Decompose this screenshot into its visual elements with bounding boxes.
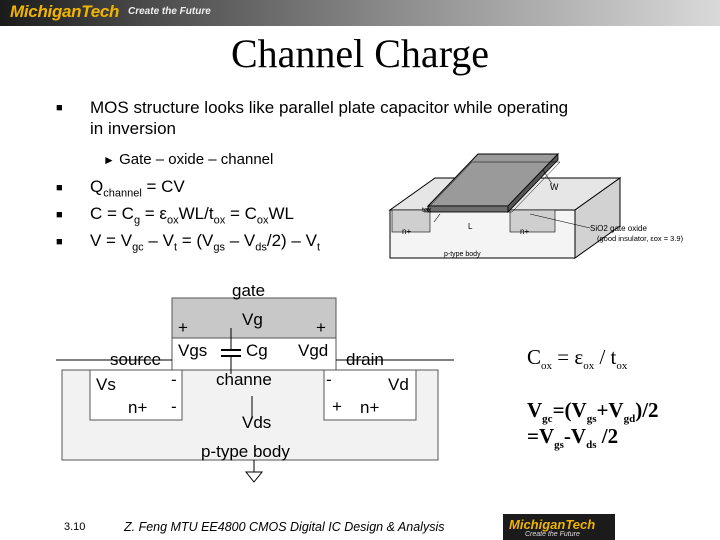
n-plus-drain-label: n+ bbox=[360, 398, 380, 417]
minus-left-label: - bbox=[171, 370, 177, 389]
source-label: source bbox=[110, 350, 162, 369]
page-number: 3.10 bbox=[64, 521, 86, 533]
bullet-square-icon: ■ bbox=[56, 236, 63, 248]
sub-bullet: ► Gate – oxide – channel bbox=[103, 151, 274, 168]
minus-right-label: - bbox=[326, 370, 332, 389]
bullet-square-icon: ■ bbox=[56, 182, 63, 194]
channel-label: channe bbox=[216, 370, 272, 389]
n-plus-right-label: n+ bbox=[520, 227, 530, 236]
gate-label: gate bbox=[232, 281, 266, 300]
vs-label: Vs bbox=[96, 375, 116, 394]
footer-michigan-tech-logo: MichiganTech bbox=[509, 517, 596, 532]
p-type-body-label: p-type body bbox=[201, 442, 290, 461]
width-label: W bbox=[550, 182, 559, 192]
cg-label: Cg bbox=[246, 341, 268, 360]
mos-3d-figure bbox=[380, 140, 715, 265]
oxide-label: SiO2 gate oxide bbox=[590, 224, 647, 233]
plus-right-label: + bbox=[316, 318, 326, 337]
p-type-body-label: p-type body bbox=[444, 251, 481, 258]
vg-label: Vg bbox=[242, 310, 263, 329]
vgc-equation-line2: $=V_{gs}-V_{ds}$ /2 bbox=[527, 424, 619, 452]
bullet-square-icon: ■ bbox=[56, 209, 63, 221]
michigan-tech-logo: MichiganTech bbox=[10, 2, 120, 21]
vgc-equation-line1: $V_{gc}=(V_{gs}+V_{gd})/2$ bbox=[527, 398, 659, 426]
tox-label: tox bbox=[422, 207, 432, 214]
n-plus-source-label: n+ bbox=[128, 398, 148, 417]
arrow-icon: ► bbox=[103, 153, 115, 167]
bullet-square-icon: ■ bbox=[56, 102, 63, 114]
plus-left-label: + bbox=[178, 318, 188, 337]
bullet-text-capacitance: $C = C_g = \varepsilon_{ox}WL/t_{ox} = C_{ox}WL$ bbox=[90, 204, 294, 227]
vds-label: Vds bbox=[242, 413, 272, 432]
vgs-label: Vgs bbox=[178, 341, 208, 360]
drain-label: drain bbox=[346, 350, 384, 369]
length-label: L bbox=[468, 222, 473, 231]
bullet-text-1: MOS structure looks like parallel plate capacitor while operating in inversion bbox=[90, 98, 569, 138]
minus-lower-label: - bbox=[171, 397, 177, 416]
cox-equation: $C_{ox} = \varepsilon_{ox} / t_{ox}$ bbox=[527, 345, 628, 373]
vd-label: Vd bbox=[388, 375, 409, 394]
footer-credit: Z. Feng MTU EE4800 CMOS Digital IC Design & Analysis bbox=[124, 520, 445, 534]
bullet-text-voltage: $V = V_{gc} - V_t = (V_{gs} - V_{ds}/2) - V_t$ bbox=[90, 231, 321, 254]
n-plus-left-label: n+ bbox=[402, 227, 412, 236]
plus-lower-label: + bbox=[332, 397, 342, 416]
insulator-label: (good insulator, εox = 3.9) bbox=[597, 234, 684, 243]
banner-tagline: Create the Future bbox=[128, 6, 211, 17]
bullet-text-qchannel: $Q_{channel}$ = CV bbox=[90, 177, 185, 200]
mos-capacitor-diagram bbox=[56, 276, 456, 491]
slide-title: Channel Charge bbox=[230, 31, 490, 76]
vgd-label: Vgd bbox=[298, 341, 329, 360]
footer-logo-tagline: Create the Future bbox=[525, 531, 580, 538]
